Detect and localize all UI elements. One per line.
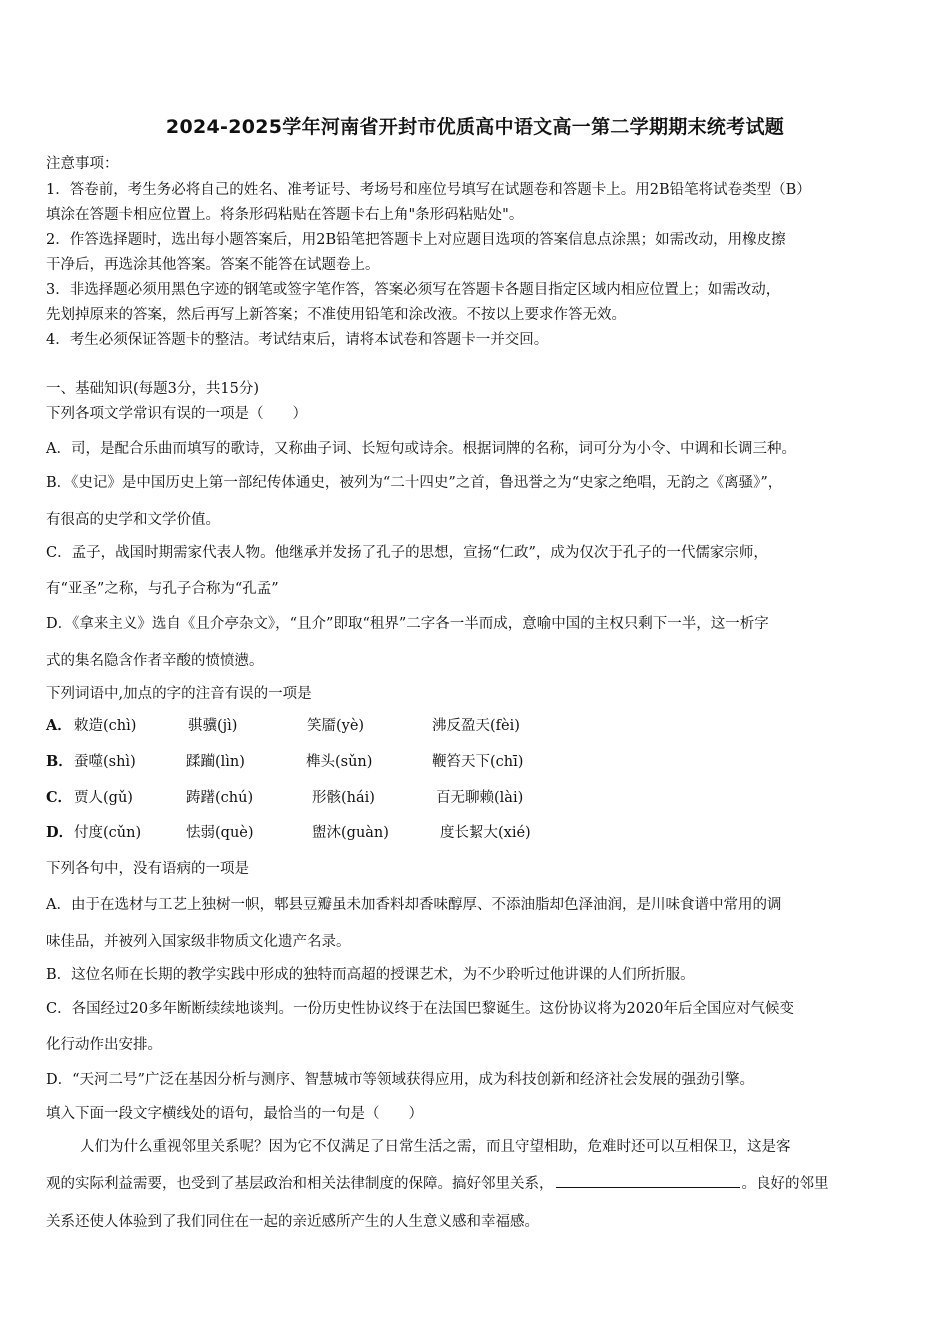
q3-option-c-cont: 化行动作出安排。	[46, 1037, 162, 1053]
q4-text: 。良好的邻里	[741, 1176, 829, 1192]
q3-option-a-cont: 味佳品，并被列入国家级非物质文化遗产名录。	[46, 934, 351, 950]
q2-word: 笑靥(yè)	[307, 718, 365, 734]
q1-option-b: B．《史记》是中国历史上第一部纪传体通史，被列为“二十四史”之首，鲁迅誉之为“史家之绝唱，无韵之《离骚》”，	[46, 475, 783, 491]
q2-word: 沸反盈天(fèi)	[432, 718, 520, 734]
q2-word: 怯弱(què)	[186, 825, 254, 841]
notice-line: 1．答卷前，考生务必将自己的姓名、准考证号、考场号和座位号填写在试题卷和答题卡上。用2B铅笔将试卷类型（B）	[46, 182, 811, 198]
q2-row-label: B．	[46, 753, 73, 770]
q2-word: 贾人(gǔ)	[74, 790, 133, 806]
q2-word: 度长絜大(xié)	[440, 825, 531, 841]
q4-paragraph-line: 关系还使人体验到了我们同住在一起的亲近感所产生的人生意义感和幸福感。	[46, 1214, 539, 1230]
section-heading: 一、基础知识(每题3分，共15分)	[46, 381, 259, 397]
q2-row-label: D．	[46, 824, 74, 841]
q1-option-d: D．《拿来主义》选自《且介亭杂文》，“且介”即取“租界”二字各一半而成，意喻中国的主权只剩下一半，这一析字	[46, 616, 769, 632]
q2-word: 骐骥(jì)	[188, 718, 238, 734]
notice-line: 4．考生必须保证答题卡的整洁。考试结束后，请将本试卷和答题卡一并交回。	[46, 332, 549, 348]
notice-line: 3．非选择题必须用黑色字迹的钢笔或签字笔作答，答案必须写在答题卡各题目指定区域内相应位置上；如需改动，	[46, 282, 781, 298]
q3-stem: 下列各句中，没有语病的一项是	[46, 861, 249, 877]
notice-line: 干净后，再选涂其他答案。答案不能答在试题卷上。	[46, 257, 380, 273]
page-title: 2024-2025学年河南省开封市优质高中语文高一第二学期期末统考试题	[165, 116, 785, 138]
q1-option-c-cont: 有“亚圣”之称，与孔子合称为“孔孟”	[46, 581, 279, 597]
q4-paragraph: 人们为什么重视邻里关系呢？因为它不仅满足了日常生活之需，而且守望相助，危难时还可以互相保卫，这是客	[80, 1139, 791, 1155]
q1-option-d-cont: 式的集名隐含作者辛酸的愤愤懑。	[46, 653, 264, 669]
q2-row-label: A．	[46, 717, 72, 734]
q4-stem: 填入下面一段文字横线处的语句，最恰当的一句是（ ）	[46, 1106, 423, 1122]
notice-line: 2．作答选择题时，选出每小题答案后，用2B铅笔把答题卡上对应题目选项的答案信息点涂黑；如需改动，用橡皮擦	[46, 232, 786, 248]
notice-line: 填涂在答题卡相应位置上。将条形码粘贴在答题卡右上角"条形码粘贴处"。	[46, 207, 524, 223]
q2-word: 形骸(hái)	[312, 790, 375, 806]
q2-word: 付度(cǔn)	[74, 825, 142, 841]
q2-word: 百无聊赖(lài)	[436, 790, 524, 806]
q1-option-a: A．司，是配合乐曲而填写的歌诗，又称曲子词、长短句或诗余。根据词牌的名称，词可分为小令、中调和长调三种。	[46, 441, 796, 457]
q2-word: 蚕噬(shì)	[74, 754, 136, 770]
q2-word: 鞭笞天下(chī)	[432, 754, 524, 770]
q2-word: 蹂躏(lìn)	[186, 754, 245, 770]
q2-word: 榫头(sǔn)	[306, 754, 373, 770]
q3-option-b: B．这位名师在长期的教学实践中形成的独特而高超的授课艺术，为不少聆听过他讲课的人们所折服。	[46, 967, 695, 983]
q3-option-d: D．“天河二号”广泛在基因分析与测序、智慧城市等领域获得应用，成为科技创新和经济社会发展的强劲引擎。	[46, 1072, 754, 1088]
q2-row-label: C．	[46, 789, 73, 806]
q3-option-a: A．由于在选材与工艺上独树一帜，郫县豆瓣虽未加香料却香味醇厚、不添油脂却色泽油润，是川味食谱中常用的调	[46, 897, 782, 913]
q4-text: 观的实际利益需要，也受到了基层政治和相关法律制度的保障。搞好邻里关系，	[46, 1176, 554, 1192]
q2-word: 盥沐(guàn)	[312, 825, 389, 841]
q2-word: 敕造(chì)	[74, 718, 137, 734]
q1-option-b-cont: 有很高的史学和文学价值。	[46, 512, 220, 528]
q2-word: 踌躇(chú)	[186, 790, 254, 806]
notice-heading: 注意事项：	[46, 156, 119, 172]
q1-option-c: C．孟子，战国时期需家代表人物。他继承并发扬了孔子的思想，宣扬“仁政”，成为仅次于孔子的一代儒家宗师，	[46, 545, 768, 561]
q4-paragraph-line	[46, 1172, 829, 1193]
notice-line: 先划掉原来的答案，然后再写上新答案；不准使用铅笔和涂改液。不按以上要求作答无效。	[46, 307, 626, 323]
answer-blank	[556, 1173, 740, 1188]
q2-stem: 下列词语中,加点的字的注音有误的一项是	[46, 686, 312, 702]
q3-option-c: C．各国经过20多年断断续续地谈判。一份历史性协议终于在法国巴黎诞生。这份协议将为2020年后全国应对气候变	[46, 1001, 794, 1017]
q1-stem: 下列各项文学常识有误的一项是（ ）	[46, 406, 307, 422]
